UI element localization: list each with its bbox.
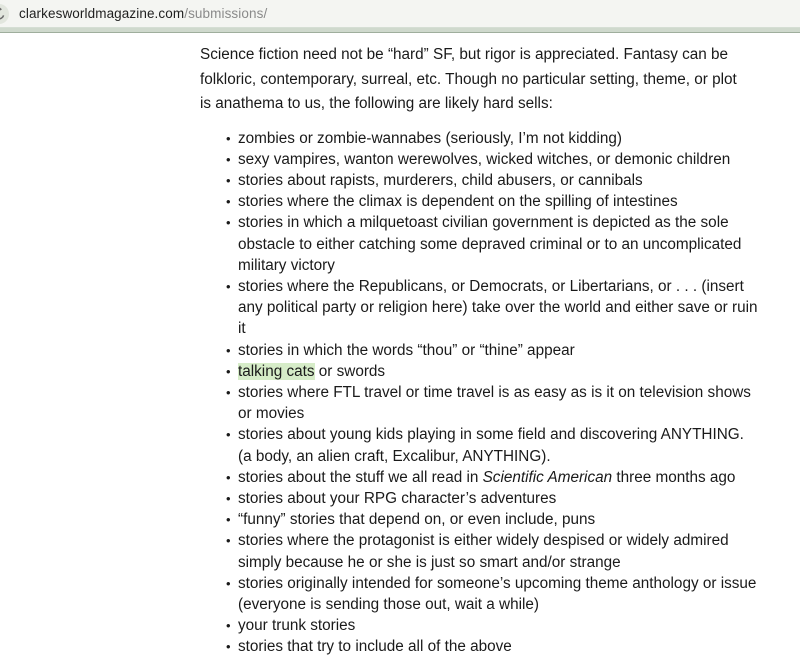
list-item: • stories about rapists, murderers, child abusers, or cannibals bbox=[200, 170, 760, 191]
url-domain: clarkesworldmagazine.com bbox=[19, 6, 185, 21]
italic-title: Scientific American bbox=[482, 468, 613, 486]
submissions-content bbox=[0, 33, 800, 658]
url-text[interactable] bbox=[19, 6, 267, 21]
list-item: • talking cats or swords bbox=[200, 361, 760, 382]
list-item: • stories about young kids playing in some field and discovering ANYTHING. (a body, an alien craft, Excalibur, ANYTHING). bbox=[200, 424, 760, 466]
list-item: • stories in which a milquetoast civilian government is depicted as the sole obstacle to either catching some depraved criminal or to an uncomplicated military victory bbox=[200, 212, 760, 276]
list-item: • sexy vampires, wanton werewolves, wicked witches, or demonic children bbox=[200, 149, 760, 170]
browser-url-bar[interactable] bbox=[0, 0, 800, 28]
list-item: • “funny” stories that depend on, or even include, puns bbox=[200, 509, 760, 530]
hard-sells-list bbox=[200, 128, 760, 658]
list-item: • stories that try to include all of the above bbox=[200, 636, 760, 657]
list-item: • your trunk stories bbox=[200, 615, 760, 636]
list-item: • stories about your RPG character’s adventures bbox=[200, 488, 760, 509]
list-item: • stories where the climax is dependent on the spilling of intestines bbox=[200, 191, 760, 212]
url-path: /submissions/ bbox=[184, 6, 268, 21]
page-body bbox=[0, 33, 800, 659]
list-item: • stories where the protagonist is either widely despised or widely admired simply because he or she is just so smart and/or strange bbox=[200, 530, 760, 572]
list-item: • stories in which the words “thou” or “thine” appear bbox=[200, 340, 760, 361]
reload-icon[interactable] bbox=[0, 4, 9, 24]
list-item: • zombies or zombie-wannabes (seriously, I’m not kidding) bbox=[200, 128, 760, 149]
highlighted-text: talking cats bbox=[238, 362, 315, 380]
list-item: • stories originally intended for someone’s upcoming theme anthology or issue (everyone is sending those out, wait a while) bbox=[200, 573, 760, 615]
list-item: • stories where FTL travel or time travel is as easy as is it on television shows or movies bbox=[200, 382, 760, 424]
list-item: • stories about the stuff we all read in Scientific American three months ago bbox=[200, 467, 760, 488]
intro-paragraph: Science fiction need not be “hard” SF, but rigor is appreciated. Fantasy can be folkloric, contemporary, surreal, etc. Though no particular setting, theme, or plot is anathema to us, the following are likely hard sells: bbox=[200, 46, 737, 112]
list-item: • stories where the Republicans, or Democrats, or Libertarians, or . . . (insert any political party or religion here) take over the world and either save or ruin it bbox=[200, 276, 760, 340]
